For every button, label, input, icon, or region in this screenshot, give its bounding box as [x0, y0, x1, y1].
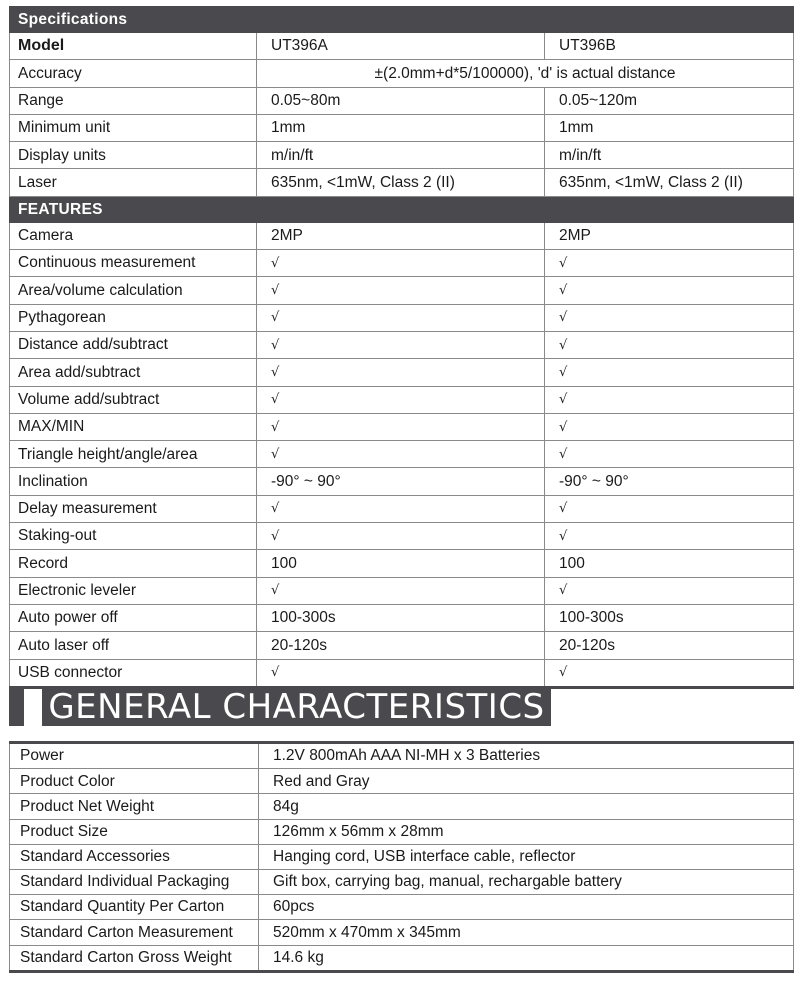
feature-row [10, 468, 794, 495]
feature-row [10, 632, 794, 659]
feature-label: Distance add/subtract [10, 331, 257, 358]
general-label: Power [10, 743, 259, 769]
specifications-header-row [10, 7, 794, 33]
check-mark-a: √ [257, 523, 545, 550]
check-mark-b: √ [545, 304, 794, 331]
general-label: Product Color [10, 769, 259, 794]
check-mark-b: √ [545, 359, 794, 386]
spec-value-b: 635nm, <1mW, Class 2 (II) [545, 169, 794, 196]
spec-value-a: 635nm, <1mW, Class 2 (II) [257, 169, 545, 196]
check-mark-a: √ [257, 331, 545, 358]
check-mark-a: √ [257, 659, 545, 687]
feature-row [10, 577, 794, 604]
feature-row [10, 277, 794, 304]
feature-value-b: 2MP [545, 222, 794, 249]
specifications-header-blank [257, 7, 794, 33]
feature-label: Delay measurement [10, 495, 257, 522]
check-mark-b: √ [545, 413, 794, 440]
feature-row [10, 550, 794, 577]
feature-value-b: 100 [545, 550, 794, 577]
features-header-row [10, 196, 794, 222]
feature-label: MAX/MIN [10, 413, 257, 440]
feature-label: Auto laser off [10, 632, 257, 659]
accuracy-value: ±(2.0mm+d*5/100000), 'd' is actual distance [257, 60, 794, 87]
general-row [10, 920, 794, 945]
general-value: 520mm x 470mm x 345mm [259, 920, 794, 945]
feature-label: Area/volume calculation [10, 277, 257, 304]
general-row [10, 869, 794, 894]
feature-label: Electronic leveler [10, 577, 257, 604]
feature-value-a: -90° ~ 90° [257, 468, 545, 495]
check-mark-b: √ [545, 277, 794, 304]
check-mark-a: √ [257, 495, 545, 522]
spec-row [10, 142, 794, 169]
feature-row [10, 359, 794, 386]
general-characteristics-table [9, 741, 794, 973]
model-b: UT396B [545, 33, 794, 60]
specifications-table [9, 6, 794, 689]
spec-value-a: 0.05~80m [257, 87, 545, 114]
feature-row [10, 523, 794, 550]
check-mark-b: √ [545, 250, 794, 277]
general-value: Red and Gray [259, 769, 794, 794]
feature-value-a: 20-120s [257, 632, 545, 659]
check-mark-a: √ [257, 277, 545, 304]
check-mark-b: √ [545, 577, 794, 604]
check-mark-b: √ [545, 495, 794, 522]
general-value: 126mm x 56mm x 28mm [259, 819, 794, 844]
accuracy-row [10, 60, 794, 87]
general-value: Hanging cord, USB interface cable, reflector [259, 844, 794, 869]
feature-row [10, 495, 794, 522]
feature-label: Pythagorean [10, 304, 257, 331]
general-heading: GENERAL CHARACTERISTICS [42, 688, 551, 726]
general-characteristics-body [10, 743, 794, 972]
check-mark-a: √ [257, 577, 545, 604]
general-label: Standard Quantity Per Carton [10, 895, 259, 920]
feature-label: USB connector [10, 659, 257, 687]
check-mark-a: √ [257, 359, 545, 386]
check-mark-b: √ [545, 659, 794, 687]
check-mark-b: √ [545, 386, 794, 413]
feature-value-b: -90° ~ 90° [545, 468, 794, 495]
feature-row [10, 604, 794, 631]
feature-label: Auto power off [10, 604, 257, 631]
general-row [10, 819, 794, 844]
feature-row [10, 250, 794, 277]
general-label: Standard Individual Packaging [10, 869, 259, 894]
feature-label: Staking-out [10, 523, 257, 550]
accuracy-label: Accuracy [10, 60, 257, 87]
general-value: 1.2V 800mAh AAA NI-MH x 3 Batteries [259, 743, 794, 769]
feature-value-b: 20-120s [545, 632, 794, 659]
check-mark-a: √ [257, 250, 545, 277]
feature-value-a: 2MP [257, 222, 545, 249]
spec-label: Laser [10, 169, 257, 196]
general-label: Standard Carton Measurement [10, 920, 259, 945]
spec-value-a: m/in/ft [257, 142, 545, 169]
feature-label: Area add/subtract [10, 359, 257, 386]
check-mark-b: √ [545, 523, 794, 550]
general-heading-accent [9, 688, 24, 726]
feature-label: Inclination [10, 468, 257, 495]
check-mark-a: √ [257, 386, 545, 413]
features-title: FEATURES [10, 196, 257, 222]
general-label: Standard Accessories [10, 844, 259, 869]
general-row [10, 769, 794, 794]
feature-row [10, 413, 794, 440]
spec-value-b: m/in/ft [545, 142, 794, 169]
general-label: Product Size [10, 819, 259, 844]
specifications-body [10, 7, 794, 688]
general-value: 84g [259, 794, 794, 819]
feature-label: Volume add/subtract [10, 386, 257, 413]
general-value: 60pcs [259, 895, 794, 920]
check-mark-b: √ [545, 441, 794, 468]
general-row [10, 794, 794, 819]
feature-value-a: 100-300s [257, 604, 545, 631]
feature-label: Triangle height/angle/area [10, 441, 257, 468]
general-value: Gift box, carrying bag, manual, rechargable battery [259, 869, 794, 894]
spec-value-b: 1mm [545, 114, 794, 141]
spec-row [10, 87, 794, 114]
feature-row [10, 222, 794, 249]
feature-value-a: 100 [257, 550, 545, 577]
general-label: Standard Carton Gross Weight [10, 945, 259, 971]
check-mark-a: √ [257, 441, 545, 468]
general-label: Product Net Weight [10, 794, 259, 819]
check-mark-a: √ [257, 304, 545, 331]
feature-label: Record [10, 550, 257, 577]
specifications-title: Specifications [10, 7, 257, 33]
general-value: 14.6 kg [259, 945, 794, 971]
feature-row [10, 659, 794, 687]
general-row [10, 743, 794, 769]
spec-row [10, 169, 794, 196]
check-mark-b: √ [545, 331, 794, 358]
spec-label: Display units [10, 142, 257, 169]
feature-value-b: 100-300s [545, 604, 794, 631]
feature-row [10, 386, 794, 413]
model-a: UT396A [257, 33, 545, 60]
spec-row [10, 114, 794, 141]
general-row [10, 844, 794, 869]
feature-row [10, 331, 794, 358]
feature-row [10, 441, 794, 468]
model-row [10, 33, 794, 60]
check-mark-a: √ [257, 413, 545, 440]
feature-label: Continuous measurement [10, 250, 257, 277]
general-row [10, 895, 794, 920]
spec-label: Minimum unit [10, 114, 257, 141]
spec-value-b: 0.05~120m [545, 87, 794, 114]
feature-row [10, 304, 794, 331]
feature-label: Camera [10, 222, 257, 249]
spec-label: Range [10, 87, 257, 114]
features-header-blank [257, 196, 794, 222]
general-row [10, 945, 794, 971]
spec-value-a: 1mm [257, 114, 545, 141]
model-label: Model [10, 33, 257, 60]
